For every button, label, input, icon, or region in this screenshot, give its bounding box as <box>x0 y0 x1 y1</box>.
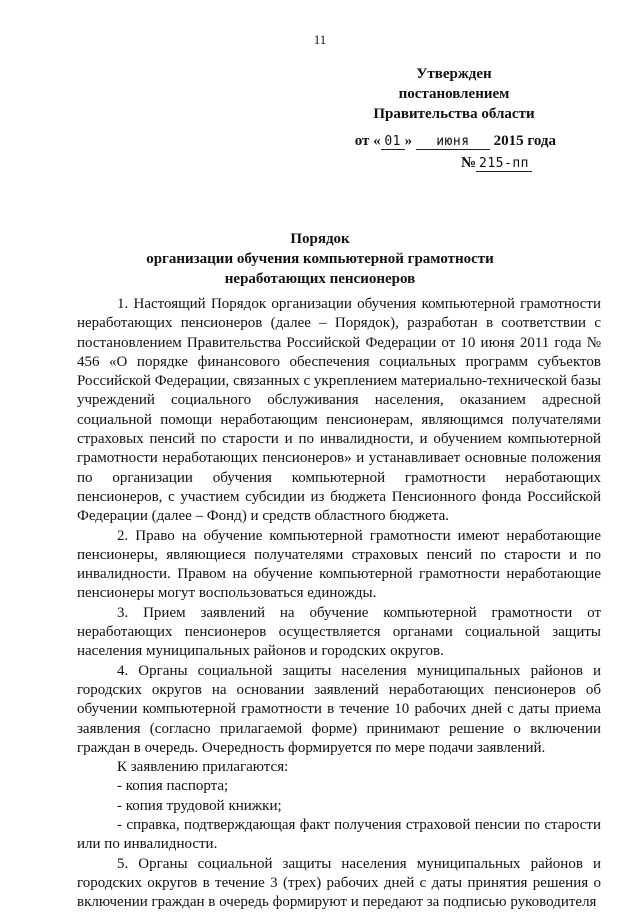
paragraph-1: 1. Настоящий Порядок организации обучения компьютерной грамотности неработающих пенсионеров (далее – Порядок), разработан в соответствии с постановлением Правительства Российской Федерации от 10 июня 2011 года № 456 «О порядке финансового обеспечения социальных программ субъектов Российской Федерации, связанных с укреплением материально-технической базы учреждений социального обслуживания населения, оказанием адресной социальной помощи неработающим пенсионерам, являющимся получателями страховых пенсий по старости и по инвалидности, и обучением компьютерной грамотности неработающих пенсионеров» и устанавливает основные положения по организации обучения компьютерной грамотности неработающих пенсионеров, с участием субсидии из бюджета Пенсионного фонда Российской Федерации (далее – Фонд) и средств областного бюджета. <box>77 296 601 525</box>
paragraph-4: 4. Органы социальной защиты населения муниципальных районов и городских округов на основании заявлений неработающих пенсионеров об обучении компьютерной грамотности в течение 10 рабочих дней с даты приема заявления (согласно прилагаемой форме) принимают решение о включении граждан в очередь. Очередность формируется по мере подачи заявлений. <box>77 662 601 756</box>
document-body <box>77 295 601 913</box>
attachment-item-3: - справка, подтверждающая факт получения страховой пенсии по старости или по инвалидности. <box>77 817 601 853</box>
decree-number-handwritten: 215-пп <box>476 156 532 172</box>
decree-number <box>461 155 532 172</box>
decree-month-handwritten: июня <box>416 134 490 150</box>
page-number: 11 <box>313 32 327 47</box>
approval-line-3: Правительства области <box>373 106 535 122</box>
decree-number-prefix: № <box>460 155 477 171</box>
decree-date-mid: » <box>404 133 413 149</box>
approval-block <box>354 64 554 124</box>
title-line-3: неработающих пенсионеров <box>224 271 416 287</box>
decree-year: 2015 года <box>493 133 556 149</box>
decree-day-handwritten: 01 <box>381 134 405 150</box>
title-line-2: организации обучения компьютерной грамотности <box>146 251 494 267</box>
paragraph-5: 5. Органы социальной защиты населения муниципальных районов и городских округов в течение 3 (трех) рабочих дней с даты принятия решения о включении граждан в очередь формируют и передают за подписью руководителя <box>77 855 601 911</box>
decree-date-prefix: от « <box>354 133 381 149</box>
attachment-item-2: - копия трудовой книжки; <box>117 797 282 814</box>
approval-line-1: Утвержден <box>416 66 492 82</box>
document-title <box>60 229 580 289</box>
approval-line-2: постановлением <box>398 86 510 102</box>
decree-date <box>355 133 556 150</box>
paragraph-3: 3. Прием заявлений на обучение компьютерной грамотности от неработающих пенсионеров осуществляется органами социальной защиты населения муниципальных районов и городских округов. <box>77 604 601 660</box>
attachments-intro: К заявлению прилагаются: <box>117 759 289 776</box>
paragraph-2: 2. Право на обучение компьютерной грамотности имеют неработающие пенсионеры, являющиеся получателями страховых пенсий по старости и по инвалидности. Правом на обучение компьютерной грамотности неработающие пенсионеры могут воспользоваться единожды. <box>77 527 601 602</box>
title-line-1: Порядок <box>290 231 350 247</box>
attachment-item-1: - копия паспорта; <box>117 778 229 795</box>
